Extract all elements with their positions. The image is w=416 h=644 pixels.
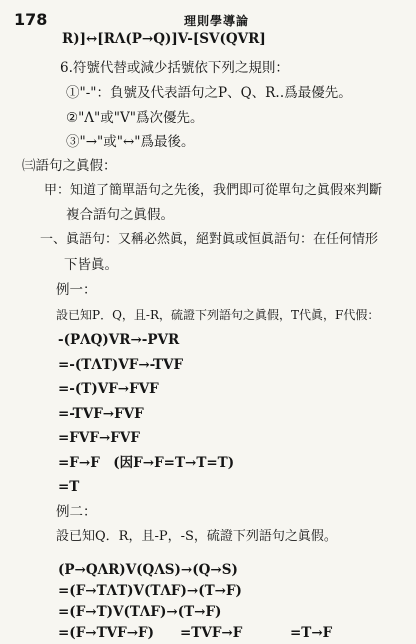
rule-heading: 6.符號代替或減少括號依下列之規則：	[60, 60, 289, 76]
formula-line: =-(TΛT)VF→-TVF	[58, 357, 184, 373]
formula-line: =FVF→FVF	[58, 430, 140, 446]
running-title: 理則學導論	[184, 14, 250, 28]
formula-line: =F→F (因F→F=T→T=T)	[58, 455, 235, 471]
example-label: 例二：	[56, 504, 97, 520]
rule-item: ①"-"：負號及代表語句之P、Q、R‥爲最優先。	[66, 85, 352, 101]
formula-line: R)]↔[RΛ(P→Q)]V-[SV(QVR]	[62, 31, 266, 47]
paragraph-line: 複合語句之眞假。	[66, 207, 174, 223]
formula-line: -(PΛQ)VR→-PVR	[58, 332, 180, 348]
formula-line: =(F→TΛT)V(TΛF)→(T→F)	[58, 583, 242, 599]
formula-line: =-TVF→FVF	[58, 406, 144, 422]
rule-item: ②"Λ"或"V"爲次優先。	[66, 110, 204, 126]
formula-line: (P→QΛR)V(QΛS)→(Q→S)	[58, 562, 238, 578]
formula-line: =(F→T)V(TΛF)→(T→F)	[58, 604, 222, 620]
formula-line: =(F→TVF→F)	[58, 625, 154, 641]
formula-line: =T	[58, 479, 80, 495]
formula-line: =T→F	[290, 625, 333, 641]
paragraph-line: 一、眞語句：又稱必然眞，絕對眞或恒眞語句：在任何情形	[40, 232, 379, 247]
formula-line: =-(T)VF→FVF	[58, 381, 159, 397]
example-premise: 設已知P．Q，且-R，硫證下列語句之眞假，T代眞，F代假：	[56, 308, 380, 322]
paragraph-line: 下皆眞。	[64, 257, 118, 273]
page-number: 178	[14, 10, 48, 29]
formula-line: =TVF→F	[180, 625, 243, 641]
example-label: 例一：	[56, 282, 97, 298]
paragraph-line: 甲：知道了簡單語句之先後，我們即可從單句之眞假來判斷	[44, 183, 383, 198]
example-premise: 設已知Q．R，且-P，-S，硫證下列語句之眞假。	[56, 529, 337, 544]
section-heading: ㈢語句之眞假：	[22, 158, 117, 174]
rule-item: ③"→"或"↔"爲最後。	[66, 134, 195, 150]
